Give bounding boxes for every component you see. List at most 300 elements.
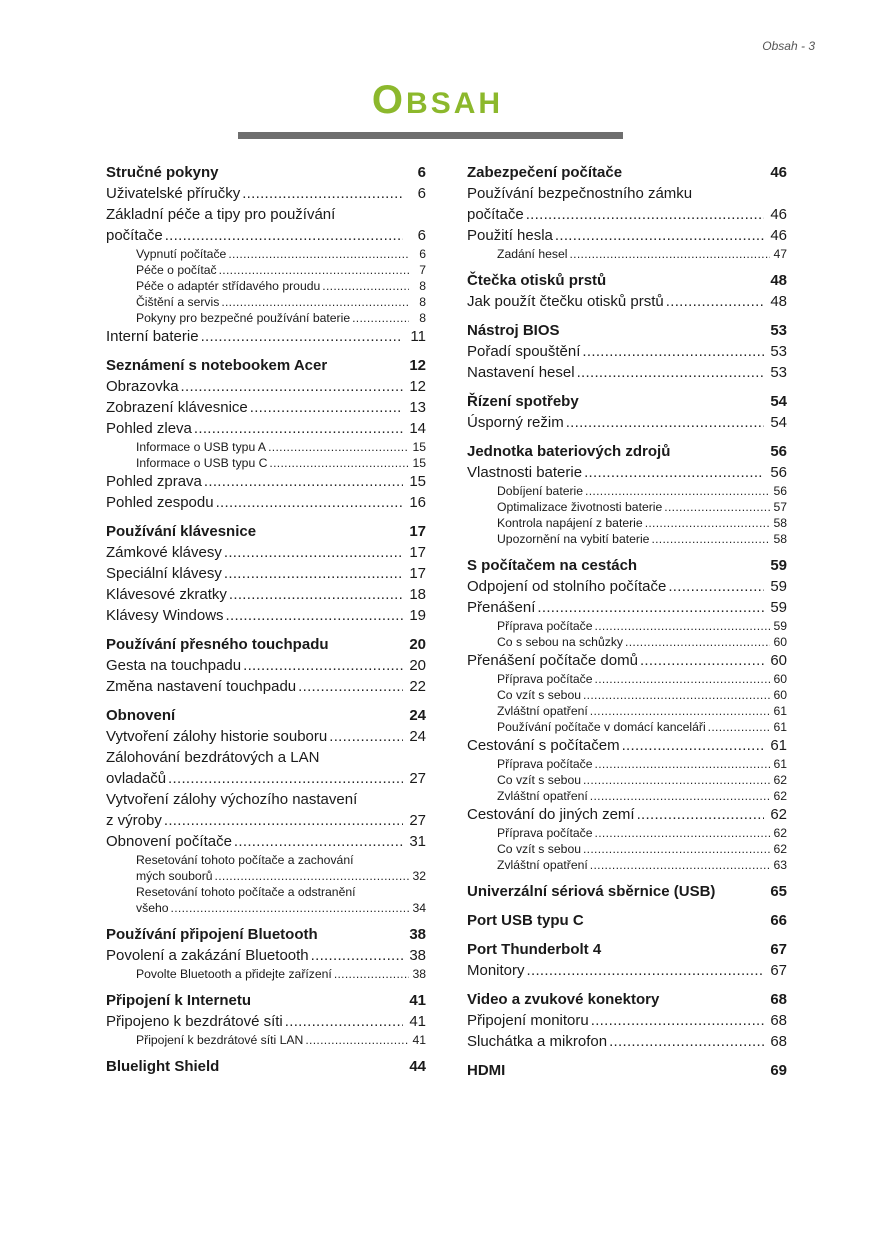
toc-page-number: 15 <box>409 473 426 490</box>
toc-entry-row <box>136 1032 426 1048</box>
toc-entry-text: všeho <box>136 901 169 915</box>
toc-entry-text: Pořadí spouštění <box>467 343 581 360</box>
toc-dot-leader <box>224 563 403 584</box>
toc-dot-leader <box>298 676 403 697</box>
toc-dot-leader <box>645 515 770 531</box>
toc-dot-leader <box>268 439 409 455</box>
toc-section[interactable] <box>467 960 787 981</box>
toc-chapter[interactable] <box>106 1056 426 1077</box>
toc-entry-row <box>136 966 426 982</box>
toc-subsection[interactable] <box>467 756 787 772</box>
toc-entry-text: Informace o USB typu C <box>136 456 268 470</box>
toc-chapter[interactable] <box>467 441 787 462</box>
toc-chapter[interactable] <box>467 270 787 291</box>
toc-chapter[interactable] <box>106 162 426 183</box>
toc-entry-text: Jak použít čtečku otisků prstů <box>467 293 664 310</box>
toc-section[interactable] <box>467 576 787 597</box>
chapter-spacer <box>106 626 426 634</box>
toc-page-number: 38 <box>409 947 426 964</box>
page-title <box>0 78 875 123</box>
toc-entry-row <box>467 555 787 576</box>
toc-entry-text: Pokyny pro bezpečné používání baterie <box>136 311 351 325</box>
toc-entry-row <box>106 676 426 697</box>
toc-subsection[interactable] <box>467 825 787 841</box>
toc-entry-text: Změna nastavení touchpadu <box>106 678 297 695</box>
toc-entry-row <box>467 650 787 671</box>
chapter-spacer <box>467 902 787 910</box>
toc-entry-row <box>467 412 787 433</box>
toc-page-number: 19 <box>409 607 426 624</box>
toc-chapter[interactable] <box>467 162 787 183</box>
toc-dot-leader <box>229 584 403 605</box>
toc-entry-row <box>497 671 787 687</box>
toc-entry-text: Příprava počítače <box>497 757 593 771</box>
toc-subsection[interactable] <box>467 687 787 703</box>
toc-subsection[interactable] <box>106 262 426 278</box>
toc-page-number: 54 <box>770 393 787 410</box>
toc-subsection[interactable] <box>467 634 787 650</box>
toc-section[interactable] <box>106 326 426 347</box>
toc-subsection[interactable] <box>467 772 787 788</box>
toc-subsection[interactable] <box>106 1032 426 1048</box>
toc-subsection[interactable] <box>106 439 426 455</box>
toc-chapter[interactable] <box>106 355 426 376</box>
toc-dot-leader <box>591 1010 764 1031</box>
toc-dot-leader <box>625 634 770 650</box>
toc-page-number: 56 <box>770 443 787 460</box>
toc-chapter[interactable] <box>467 881 787 902</box>
toc-section[interactable] <box>467 462 787 483</box>
toc-dot-leader <box>583 841 770 857</box>
toc-entry-text: Monitory <box>467 962 525 979</box>
toc-entry-row <box>467 341 787 362</box>
toc-page-number: 62 <box>773 789 787 803</box>
toc-entry-text: počítače <box>467 206 524 223</box>
toc-page-number: 32 <box>412 869 426 883</box>
toc-entry-row <box>497 756 787 772</box>
toc-page-number: 38 <box>409 926 426 943</box>
toc-entry-row <box>106 768 426 789</box>
toc-entry-text: Upozornění na vybití baterie <box>497 532 650 546</box>
toc-page-number: 58 <box>773 516 787 530</box>
toc-entry-row <box>136 262 426 278</box>
toc-entry-row <box>497 618 787 634</box>
toc-dot-leader <box>590 788 770 804</box>
toc-entry-text: počítače <box>106 227 163 244</box>
toc-dot-leader <box>582 341 764 362</box>
toc-entry-text: S počítačem na cestách <box>467 557 638 574</box>
toc-dot-leader <box>171 900 409 916</box>
toc-entry-row <box>497 703 787 719</box>
toc-entry-text: Sluchátka a mikrofon <box>467 1033 608 1050</box>
toc-entry-text: Péče o počítač <box>136 263 217 277</box>
toc-right-column <box>467 162 787 1081</box>
toc-dot-leader <box>322 278 409 294</box>
toc-page-number: 22 <box>409 678 426 695</box>
toc-entry-text: Příprava počítače <box>497 619 593 633</box>
toc-entry-text: Co vzít s sebou <box>497 688 581 702</box>
toc-dot-leader <box>664 499 770 515</box>
toc-section[interactable] <box>467 597 787 618</box>
toc-entry-row <box>136 455 426 471</box>
toc-entry-text: Dobíjení baterie <box>497 484 584 498</box>
toc-page-number: 69 <box>770 1062 787 1079</box>
chapter-spacer <box>467 383 787 391</box>
toc-page-number: 17 <box>409 565 426 582</box>
toc-entry-text: Příprava počítače <box>497 672 593 686</box>
toc-subsection[interactable] <box>467 499 787 515</box>
toc-subsection[interactable] <box>467 246 787 262</box>
toc-entry-text: Zabezpečení počítače <box>467 164 623 181</box>
toc-entry-row <box>106 397 426 418</box>
toc-page-number: 53 <box>770 343 787 360</box>
toc-chapter[interactable] <box>467 939 787 960</box>
toc-subsection[interactable] <box>106 278 426 294</box>
toc-entry-text: Péče o adaptér střídavého proudu <box>136 279 321 293</box>
chapter-spacer <box>106 982 426 990</box>
toc-entry-text: Připojení k Internetu <box>106 992 252 1009</box>
toc-page-number: 46 <box>770 227 787 244</box>
toc-entry-row <box>497 499 787 515</box>
toc-page-number: 56 <box>770 464 787 481</box>
toc-section[interactable] <box>467 183 787 225</box>
toc-page-number: 62 <box>773 773 787 787</box>
toc-entry-row <box>106 1056 426 1077</box>
toc-entry-row <box>136 278 426 294</box>
toc-section[interactable] <box>106 397 426 418</box>
toc-subsection[interactable] <box>106 246 426 262</box>
toc-page-number: 56 <box>773 484 787 498</box>
toc-entry-row <box>106 542 426 563</box>
toc-dot-leader <box>595 618 770 634</box>
toc-section[interactable] <box>106 945 426 966</box>
toc-entry-row <box>106 418 426 439</box>
toc-subsection[interactable] <box>106 310 426 326</box>
toc-page-number: 60 <box>773 672 787 686</box>
toc-page-number: 62 <box>773 826 787 840</box>
toc-entry-text: Univerzální sériová sběrnice (USB) <box>467 883 716 900</box>
toc-dot-leader <box>194 418 403 439</box>
toc-chapter[interactable] <box>467 320 787 341</box>
toc-entry-text: Co vzít s sebou <box>497 842 581 856</box>
toc-chapter[interactable] <box>106 705 426 726</box>
toc-subsection[interactable] <box>467 671 787 687</box>
toc-page-number: 15 <box>412 456 426 470</box>
toc-entry-text: Nástroj BIOS <box>467 322 560 339</box>
toc-entry-text: Používání počítače v domácí kanceláři <box>497 720 706 734</box>
toc-subsection[interactable] <box>106 884 426 916</box>
toc-section[interactable] <box>106 726 426 747</box>
toc-page-number: 54 <box>770 414 787 431</box>
toc-entry-text: Zadání hesel <box>497 247 568 261</box>
toc-entry-text: Zvláštní opatření <box>497 858 588 872</box>
toc-page-number: 11 <box>410 328 426 345</box>
toc-page-number: 67 <box>770 962 787 979</box>
toc-section[interactable] <box>106 542 426 563</box>
toc-section[interactable] <box>467 362 787 383</box>
toc-dot-leader <box>242 183 403 204</box>
toc-section[interactable] <box>106 584 426 605</box>
toc-entry-row <box>106 831 426 852</box>
toc-section[interactable] <box>467 1010 787 1031</box>
toc-section[interactable] <box>106 418 426 439</box>
toc-dot-leader <box>583 687 770 703</box>
toc-subsection[interactable] <box>467 788 787 804</box>
toc-entry-row <box>497 857 787 873</box>
toc-entry-text: Nastavení hesel <box>467 364 575 381</box>
toc-entry-row <box>467 441 787 462</box>
toc-dot-leader <box>585 483 770 499</box>
toc-page-number: 60 <box>773 688 787 702</box>
toc-entry-text: Odpojení od stolního počítače <box>467 578 667 595</box>
chapter-spacer <box>467 312 787 320</box>
toc-page-number: 67 <box>770 941 787 958</box>
chapter-spacer <box>467 262 787 270</box>
toc-entry-text: Zvláštní opatření <box>497 789 588 803</box>
toc-subsection[interactable] <box>467 515 787 531</box>
toc-subsection[interactable] <box>467 719 787 735</box>
toc-entry-text: Vlastnosti baterie <box>467 464 583 481</box>
toc-entry-row <box>497 687 787 703</box>
running-header: Obsah - 3 <box>762 39 815 53</box>
toc-entry-row <box>106 810 426 831</box>
toc-dot-leader <box>537 597 764 618</box>
toc-dot-leader <box>651 531 770 547</box>
toc-page-number: 61 <box>773 757 787 771</box>
toc-page-number: 53 <box>770 364 787 381</box>
toc-entry-text: Používání přesného touchpadu <box>106 636 329 653</box>
toc-entry-text: mých souborů <box>136 869 213 883</box>
toc-entry-text: Obnovení <box>106 707 176 724</box>
toc-entry-text-line1: Používání bezpečnostního zámku <box>467 185 693 202</box>
toc-page-number: 12 <box>409 378 426 395</box>
toc-section[interactable] <box>106 831 426 852</box>
toc-page-number: 63 <box>773 858 787 872</box>
toc-section[interactable] <box>106 183 426 204</box>
toc-page-number: 24 <box>409 707 426 724</box>
toc-page-number: 14 <box>409 420 426 437</box>
toc-page-number: 65 <box>770 883 787 900</box>
toc-entry-text: Zámkové klávesy <box>106 544 222 561</box>
toc-subsection[interactable] <box>467 618 787 634</box>
toc-entry-text-line1: Vytvoření zálohy výchozího nastavení <box>106 791 358 808</box>
toc-dot-leader <box>234 831 403 852</box>
toc-page-number: 48 <box>770 272 787 289</box>
toc-subsection[interactable] <box>106 294 426 310</box>
toc-dot-leader <box>577 362 764 383</box>
toc-section[interactable] <box>106 655 426 676</box>
toc-entry-text: Používání připojení Bluetooth <box>106 926 318 943</box>
toc-page-number: 8 <box>419 295 426 309</box>
toc-chapter[interactable] <box>106 634 426 655</box>
toc-entry-text: Příprava počítače <box>497 826 593 840</box>
toc-section[interactable] <box>106 605 426 626</box>
toc-dot-leader <box>622 735 764 756</box>
toc-entry-row <box>467 462 787 483</box>
toc-dot-leader <box>243 655 403 676</box>
toc-dot-leader <box>526 204 764 225</box>
toc-subsection[interactable] <box>467 531 787 547</box>
toc-subsection[interactable] <box>106 852 426 884</box>
toc-page-number: 8 <box>419 279 426 293</box>
toc-chapter[interactable] <box>467 1060 787 1081</box>
toc-section[interactable] <box>467 412 787 433</box>
chapter-spacer <box>106 513 426 521</box>
toc-entry-text: Informace o USB typu A <box>136 440 267 454</box>
toc-page-number: 6 <box>417 185 426 202</box>
toc-page-number: 17 <box>409 544 426 561</box>
toc-entry-row <box>136 310 426 326</box>
toc-entry-row <box>106 162 426 183</box>
toc-entry-text: Seznámení s notebookem Acer <box>106 357 328 374</box>
chapter-spacer <box>467 873 787 881</box>
toc-entry-row <box>106 584 426 605</box>
toc-chapter[interactable] <box>467 555 787 576</box>
toc-dot-leader <box>269 455 409 471</box>
toc-entry-text: Použití hesla <box>467 227 553 244</box>
toc-section[interactable] <box>467 735 787 756</box>
toc-dot-leader <box>165 225 403 246</box>
toc-page-number: 53 <box>770 322 787 339</box>
toc-page-number: 27 <box>409 770 426 787</box>
toc-dot-leader <box>595 825 770 841</box>
toc-page-number: 24 <box>409 728 426 745</box>
toc-section[interactable] <box>106 676 426 697</box>
toc-section[interactable] <box>467 650 787 671</box>
toc-entry-row <box>467 162 787 183</box>
toc-entry-text: Používání klávesnice <box>106 523 257 540</box>
toc-entry-row <box>467 291 787 312</box>
toc-dot-leader <box>569 246 770 262</box>
toc-entry-row <box>106 471 426 492</box>
toc-entry-text: Připojení monitoru <box>467 1012 589 1029</box>
toc-entry-row <box>106 634 426 655</box>
toc-chapter[interactable] <box>106 990 426 1011</box>
toc-subsection[interactable] <box>467 841 787 857</box>
toc-dot-leader <box>590 857 770 873</box>
chapter-spacer <box>467 1052 787 1060</box>
toc-page-number: 48 <box>770 293 787 310</box>
toc-entry-text: Cestování s počítačem <box>467 737 620 754</box>
toc-entry-text: Pohled zespodu <box>106 494 214 511</box>
toc-subsection[interactable] <box>106 966 426 982</box>
toc-section[interactable] <box>467 804 787 825</box>
toc-entry-text: Port Thunderbolt 4 <box>467 941 602 958</box>
toc-page-number: 18 <box>409 586 426 603</box>
toc-chapter[interactable] <box>467 989 787 1010</box>
toc-dot-leader <box>311 945 403 966</box>
toc-entry-row <box>467 910 787 931</box>
toc-dot-leader <box>527 960 764 981</box>
toc-entry-text: Bluelight Shield <box>106 1058 220 1075</box>
title-first-letter: O <box>371 78 407 122</box>
toc-chapter[interactable] <box>467 391 787 412</box>
toc-page-number: 12 <box>409 357 426 374</box>
toc-section[interactable] <box>467 341 787 362</box>
toc-entry-row <box>497 531 787 547</box>
toc-entry-row <box>497 772 787 788</box>
toc-entry-text: Přenášení počítače domů <box>467 652 638 669</box>
toc-entry-row <box>467 1031 787 1052</box>
toc-page-number: 6 <box>417 227 426 244</box>
toc-entry-row <box>106 990 426 1011</box>
toc-dot-leader <box>181 376 403 397</box>
toc-section[interactable] <box>106 492 426 513</box>
toc-entry-row <box>497 788 787 804</box>
toc-entry-row <box>497 719 787 735</box>
toc-entry-text: Co vzít s sebou <box>497 773 581 787</box>
toc-entry-text: Port USB typu C <box>467 912 584 929</box>
toc-entry-text: Optimalizace životnosti baterie <box>497 500 663 514</box>
toc-chapter[interactable] <box>106 924 426 945</box>
toc-page-number: 31 <box>409 833 426 850</box>
toc-dot-leader <box>201 326 403 347</box>
toc-dot-leader <box>224 542 403 563</box>
toc-subsection[interactable] <box>467 857 787 873</box>
toc-section[interactable] <box>106 789 426 831</box>
toc-entry-text: HDMI <box>467 1062 506 1079</box>
toc-section[interactable] <box>467 291 787 312</box>
toc-entry-row <box>467 204 787 225</box>
toc-section[interactable] <box>106 563 426 584</box>
toc-section[interactable] <box>106 1011 426 1032</box>
toc-entry-text: Čtečka otisků prstů <box>467 272 607 289</box>
toc-section[interactable] <box>106 747 426 789</box>
toc-subsection[interactable] <box>106 455 426 471</box>
toc-page-number: 6 <box>419 247 426 261</box>
toc-dot-leader <box>555 225 764 246</box>
toc-page-number: 41 <box>409 1013 426 1030</box>
toc-dot-leader <box>305 1032 409 1048</box>
toc-page-number: 34 <box>412 901 426 915</box>
toc-page-number: 66 <box>770 912 787 929</box>
chapter-spacer <box>467 547 787 555</box>
toc-dot-leader <box>216 492 403 513</box>
toc-entry-row <box>467 320 787 341</box>
toc-entry-text: Pohled zprava <box>106 473 202 490</box>
toc-entry-row <box>136 868 426 884</box>
toc-entry-row <box>136 900 426 916</box>
toc-entry-text-line1: Resetování tohoto počítače a odstranění <box>136 885 356 899</box>
toc-chapter[interactable] <box>467 910 787 931</box>
toc-entry-row <box>497 841 787 857</box>
toc-section[interactable] <box>467 225 787 246</box>
toc-entry-row <box>497 825 787 841</box>
toc-subsection[interactable] <box>467 703 787 719</box>
toc-entry-row <box>467 939 787 960</box>
toc-entry-row <box>106 924 426 945</box>
toc-dot-leader <box>583 772 770 788</box>
toc-page-number: 61 <box>770 737 787 754</box>
toc-dot-leader <box>640 650 764 671</box>
toc-dot-leader <box>226 605 403 626</box>
toc-subsection[interactable] <box>467 483 787 499</box>
toc-page-number: 59 <box>770 578 787 595</box>
toc-dot-leader <box>219 262 409 278</box>
toc-section[interactable] <box>106 204 426 246</box>
toc-section[interactable] <box>106 376 426 397</box>
toc-section[interactable] <box>106 471 426 492</box>
toc-entry-text: Kontrola napájení z baterie <box>497 516 643 530</box>
toc-entry-row <box>106 945 426 966</box>
toc-section[interactable] <box>467 1031 787 1052</box>
toc-chapter[interactable] <box>106 521 426 542</box>
toc-page-number: 59 <box>770 599 787 616</box>
toc-entry-row <box>467 804 787 825</box>
toc-page-number: 59 <box>770 557 787 574</box>
chapter-spacer <box>106 347 426 355</box>
toc-page-number: 7 <box>419 263 426 277</box>
